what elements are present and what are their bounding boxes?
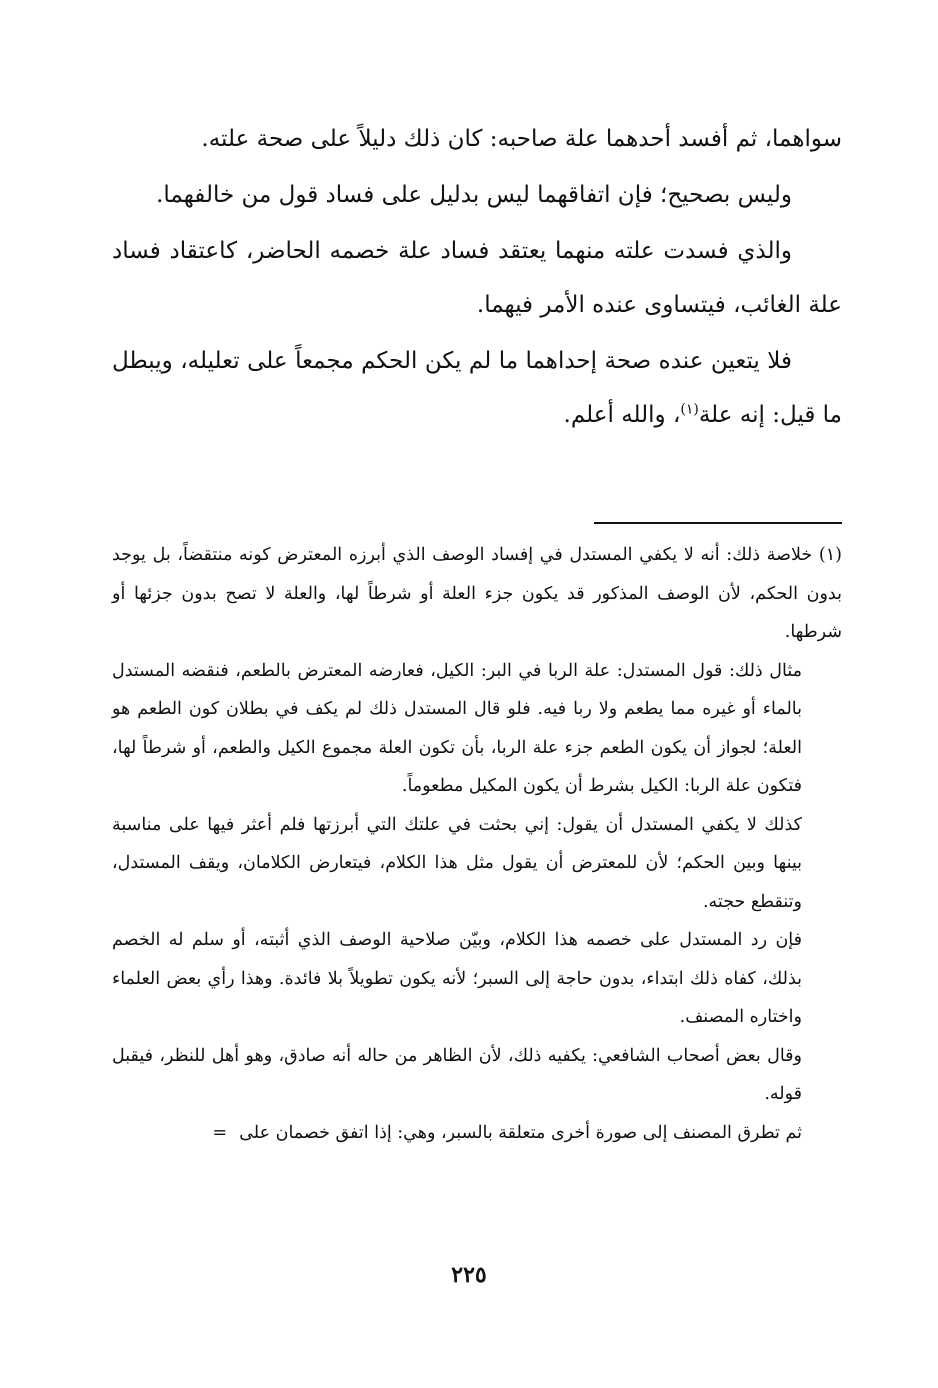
footnote-paragraph-6-text: ثم تطرق المصنف إلى صورة أخرى متعلقة بالسبر، وهي: إذا اتفق خصمان على — [239, 1122, 802, 1143]
main-paragraph-1: سواهما، ثم أفسد أحدهما علة صاحبه: كان ذلك دليلاً على صحة علته. — [201, 126, 842, 152]
footnote-separator — [594, 522, 842, 524]
page-number: ٢٢٥ — [451, 1262, 487, 1288]
footnotes — [112, 536, 842, 1152]
footnote-1: (١) خلاصة ذلك: أنه لا يكفي المستدل في إفساد الوصف الذي أبرزه المعترض كونه منتقضاً، بل يوجد بدون الحكم، لأن الوصف المذكور قد يكون جزء العلة أو شرطاً لها، والعلة لا تصح بدون جزئها أو شرطها. — [112, 545, 842, 642]
main-paragraph-2: وليس بصحيح؛ فإن اتفاقهما ليس بدليل على فساد قول من خالفهما. — [156, 182, 792, 208]
footnote-paragraph-4: فإن رد المستدل على خصمه هذا الكلام، وبيّن صلاحية الوصف الذي أثبته، أو سلم له الخصم بذلك، كفاه ذلك ابتداء، بدون حاجة إلى السبر؛ لأنه يكون تطويلاً بلا فائدة. وهذا رأي بعض العلماء واختاره المصنف. — [112, 930, 802, 1027]
footnote-paragraph-5: وقال بعض أصحاب الشافعي: يكفيه ذلك، لأن الظاهر من حاله أنه صادق، وهو أهل للنظر، فيقبل قوله. — [112, 1045, 802, 1104]
main-text — [112, 112, 842, 444]
main-paragraph-4-text: فلا يتعين عنده صحة إحداهما ما لم يكن الحكم مجمعاً على تعليله، ويبطل ما قيل: إنه علة — [112, 348, 842, 428]
footnote-paragraph-3: كذلك لا يكفي المستدل أن يقول: إني بحثت في علتك التي أبرزتها فلم أعثر فيها على مناسبة بينها وبين الحكم؛ لأن للمعترض أن يقول مثل هذا الكلام، فيتعارض الكلامان، ويقف المستدل، وتنقطع حجته. — [112, 814, 802, 912]
footnote-reference: (١) — [680, 401, 699, 418]
main-paragraph-4-tail: ، والله أعلم. — [563, 402, 681, 428]
footnote-paragraph-6 — [112, 1114, 842, 1153]
main-paragraph-3: والذي فسدت علته منهما يعتقد فساد علة خصمه الحاضر، كاعتقاد فساد علة الغائب، فيتساوى عنده الأمر فيهما. — [112, 238, 842, 318]
continuation-mark: = — [212, 1122, 228, 1143]
footnote-paragraph-2: مثال ذلك: قول المستدل: علة الربا في البر: الكيل، فعارضه المعترض بالطعم، فنقضه المستدل بالماء أو غيره مما يطعم ولا ربا فيه. فلو قال المستدل ذلك لم يكف في بطلان كون الطعم هو العلة؛ لجواز أن يكون الطعم جزء علة الربا، بأن تكون العلة مجموع الكيل والطعم، أو شرطاً لها، فتكون علة الربا: الكيل بشرط أن يكون المكيل مطعوماً. — [112, 660, 802, 796]
main-paragraph-4 — [112, 334, 842, 442]
